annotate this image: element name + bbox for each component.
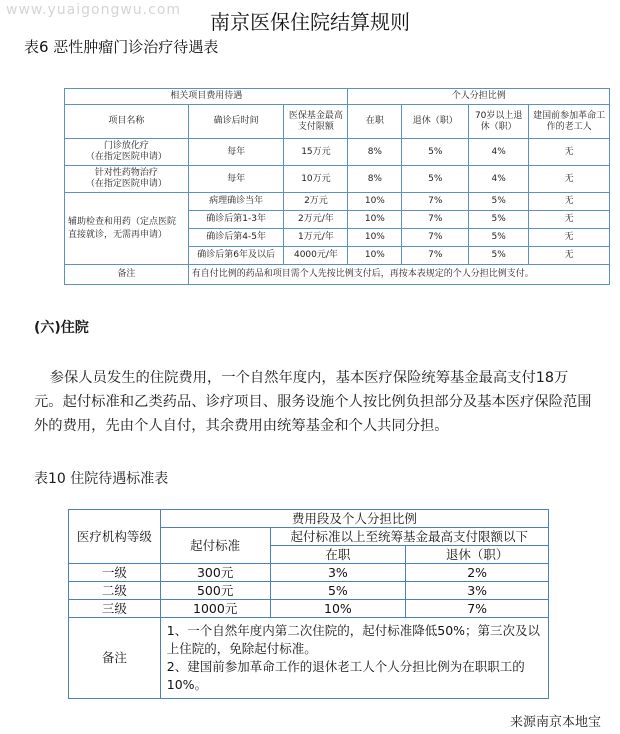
table-cell: 5% [270,582,406,600]
table6-col-header: 退休（职） [402,105,469,139]
table-row [65,166,610,193]
table6-remark-text: 有自付比例的药品和项目需个人先按比例支付后，再按本表规定的个人分担比例支付。 [188,265,609,285]
table-cell: 4% [469,166,529,193]
table-cell: 确诊后第4-5年 [188,229,284,247]
table-cell: 无 [529,166,610,193]
source-credit: 来源南京本地宝 [510,715,602,730]
table-cell: 5% [469,211,529,229]
table-cell: 病理确诊当年 [188,193,284,211]
table-cell: 1万元/年 [284,229,348,247]
table-cell: 10% [348,247,402,265]
table-row [69,564,549,582]
table-row [65,139,610,166]
table6-group-header-row [65,89,610,105]
hospitalization-standard-table [68,509,549,699]
table-cell: 3% [406,582,549,600]
table-cell: 10% [348,229,402,247]
table6-caption: 表6 恶性肿瘤门诊治疗待遇表 [24,38,219,56]
table10-header-row [69,510,549,528]
table6-remark-row [65,265,610,285]
watermark-text: www.yuaigongwu.com [6,2,182,18]
table-cell: 300元 [160,564,270,582]
table6-col-header: 在职 [348,105,402,139]
table10-note-1: 1、一个自然年度内第二次住院的，起付标准降低50%；第三次及以上住院的，免除起付标准。 [166,623,541,656]
table10-note-2: 2、建国前参加革命工作的退休老工人个人分担比例为在职职工的10%。 [166,659,525,692]
table-cell: 2% [406,564,549,582]
table-cell: 7% [402,211,469,229]
table6-column-header-row [65,105,610,139]
section-heading: (六)住院 [34,320,89,336]
table-cell: 8% [348,139,402,166]
table-cell: 无 [529,139,610,166]
table-cell: 5% [469,247,529,265]
table6-item-name: 门诊放化疗 （在指定医院申请） [65,139,189,166]
table10-caption: 表10 住院待遇标准表 [34,471,169,487]
table10-note-label: 备注 [69,618,161,699]
section-paragraph: 参保人员发生的住院费用，一个自然年度内，基本医疗保险统筹基金最高支付18万元。起付标准和乙类药品、诊疗项目、服务设施个人按比例负担部分及基本医疗保险范围外的费用，先由个人自付，其余费用由统筹基金和个人共同分担。 [34,370,592,434]
table-cell: 每年 [188,166,284,193]
table-cell: 7% [402,247,469,265]
table-cell: 一级 [69,564,161,582]
table-cell: 2万元/年 [284,211,348,229]
table-cell: 10% [348,211,402,229]
table-row [65,193,610,211]
table6-col-header: 项目名称 [65,105,189,139]
table-row [69,600,549,618]
table-cell: 无 [529,247,610,265]
table6-aux-name: 辅助检查和用药（定点医院直接就诊，无需再申请） [65,193,189,265]
table-cell: 5% [402,139,469,166]
table6-remark-label: 备注 [65,265,189,285]
table6-col-header: 确诊后时间 [188,105,284,139]
table-cell: 10% [270,600,406,618]
table-cell: 确诊后第1-3年 [188,211,284,229]
table-cell: 7% [402,229,469,247]
table-cell: 无 [529,193,610,211]
table6-item-name: 针对性药物治疗 （在指定医院申请） [65,166,189,193]
table-cell: 7% [402,193,469,211]
table-cell: 5% [469,229,529,247]
table-cell: 1000元 [160,600,270,618]
table10-header-work: 在职 [270,546,406,564]
table-cell: 8% [348,166,402,193]
table-cell: 4000元/年 [284,247,348,265]
table-cell: 每年 [188,139,284,166]
page-title: 南京医保住院结算规则 [210,10,410,34]
table-cell: 5% [469,193,529,211]
tumor-outpatient-table [64,88,610,285]
table10-header-group: 费用段及个人分担比例 [160,510,548,528]
table6-col-header: 70岁以上退休（职） [469,105,529,139]
table-cell: 3% [270,564,406,582]
table10-header-threshold: 起付标准 [160,528,270,564]
table-cell: 7% [406,600,549,618]
table10-note-text [160,618,548,699]
table-cell: 15万元 [284,139,348,166]
table6-col-header: 医保基金最高支付限额 [284,105,348,139]
table-cell: 4% [469,139,529,166]
table-cell: 三级 [69,600,161,618]
table6-group-header-cost: 相关项目费用待遇 [65,89,348,105]
table-cell: 2万元 [284,193,348,211]
table6-group-header-ratio: 个人分担比例 [348,89,610,105]
table-cell: 500元 [160,582,270,600]
table10-header-above: 起付标准以上至统筹基金最高支付限额以下 [270,528,548,546]
table10-header-level: 医疗机构等级 [69,510,161,564]
table-cell: 确诊后第6年及以后 [188,247,284,265]
table10-header-retired: 退休（职） [406,546,549,564]
table-cell: 无 [529,211,610,229]
table10-note-row [69,618,549,699]
table-cell: 10% [348,193,402,211]
table-cell: 10万元 [284,166,348,193]
table-cell: 无 [529,229,610,247]
table6-col-header: 建国前参加革命工作的老工人 [529,105,610,139]
table-cell: 5% [402,166,469,193]
table-cell: 二级 [69,582,161,600]
table-row [69,582,549,600]
